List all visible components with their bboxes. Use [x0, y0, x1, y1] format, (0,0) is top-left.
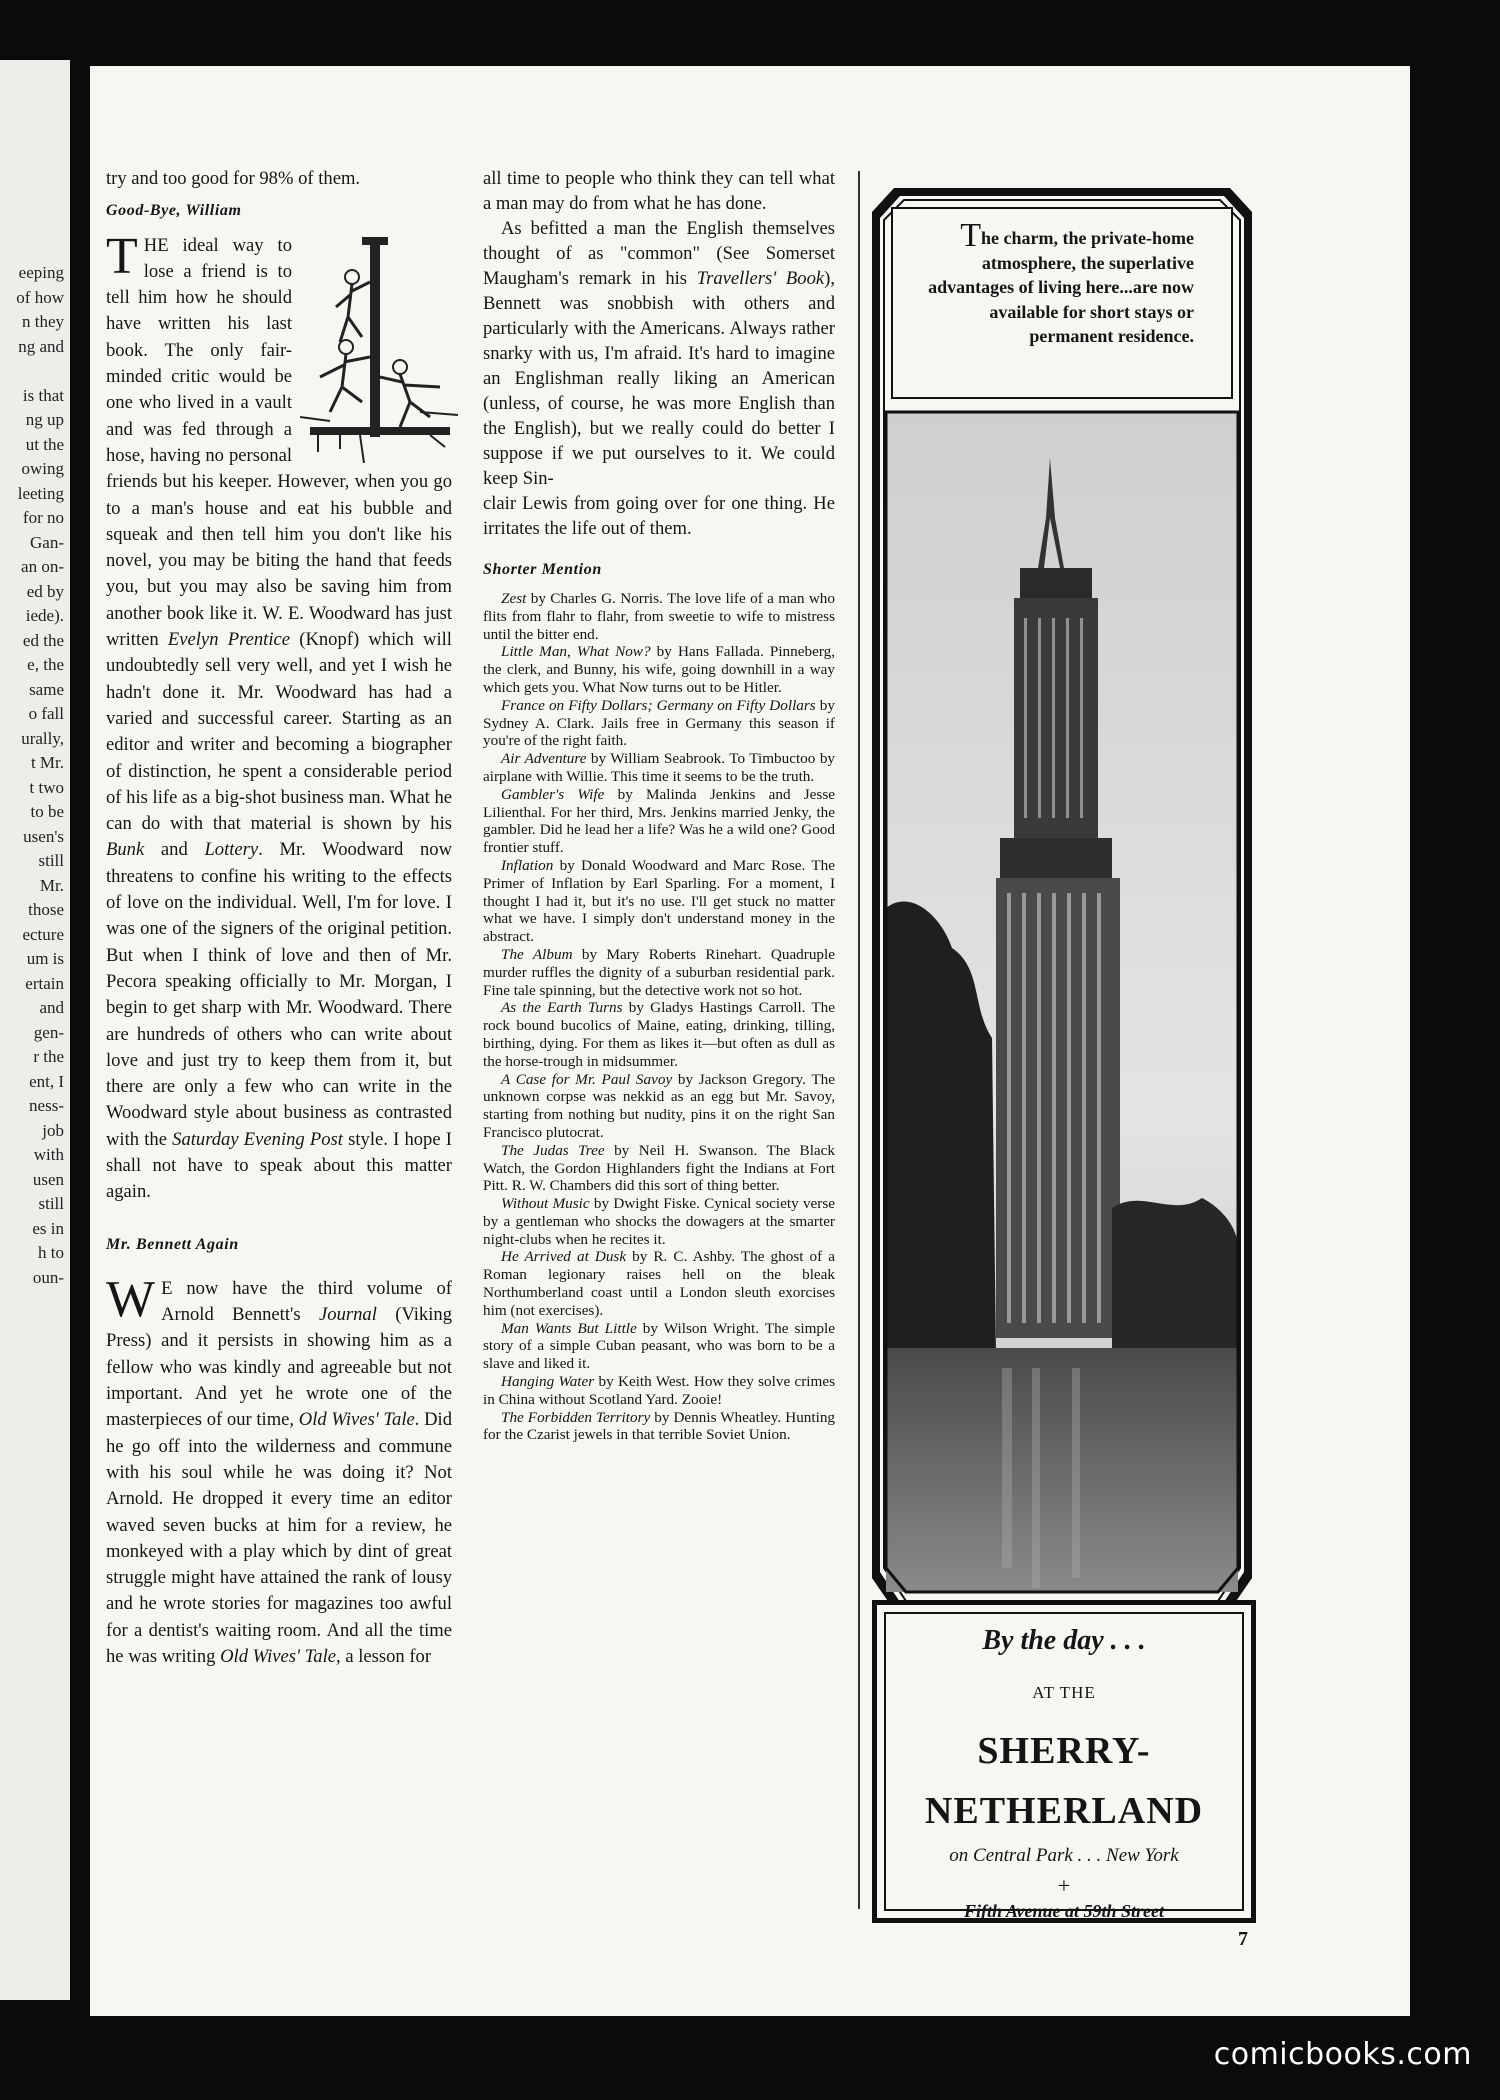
ad-hotel-name-line1: SHERRY- — [977, 1730, 1151, 1772]
article-paragraph — [483, 216, 835, 491]
previous-page-text-fragment: ertain — [25, 973, 64, 993]
mention-item — [483, 1248, 835, 1319]
mention-item — [483, 1071, 835, 1142]
book-title: Journal — [319, 1304, 377, 1326]
section-heading-shorter-mention: Shorter Mention — [483, 561, 602, 578]
previous-page-text-fragment: is that — [22, 385, 64, 405]
mention-item — [483, 1195, 835, 1248]
mention-book-title: Man Wants But Little — [501, 1319, 637, 1337]
previous-page-text-fragment: ent, I — [29, 1071, 64, 1091]
mention-book-title: The Judas Tree — [501, 1141, 605, 1159]
ad-lower-panel — [872, 1600, 1256, 1923]
previous-page-text-fragment: still — [38, 1194, 64, 1213]
shorter-mention-list — [483, 590, 835, 1444]
previous-page-text-fragment: of how — [16, 287, 64, 307]
mention-item — [483, 590, 835, 643]
previous-page-text-fragment: usen's — [23, 826, 64, 846]
ad-address: Fifth Avenue at 59th Street — [963, 1901, 1164, 1921]
previous-page-text-fragment: ed the — [22, 630, 64, 650]
column-left — [106, 166, 452, 1670]
mention-book-title: France on Fifty Dollars; Germany on Fifty Dollars — [501, 696, 816, 714]
previous-page-text-fragment: t two — [29, 777, 64, 797]
mention-book-title: Gambler's Wife — [501, 785, 605, 803]
mention-description: by Neil H. Swanson. The Black Watch, the Gordon Highlanders fight the Indians at Fort Pitt. R. W. Chambers did this sort of thing better. — [483, 1141, 835, 1195]
mention-description: by Sydney A. Clark. Jails free in Germany this season if you're of the right faith. — [483, 696, 835, 750]
previous-page-text-fragment: ng up — [25, 410, 64, 429]
section-heading-mr-bennett-again: Mr. Bennett Again — [106, 1235, 239, 1253]
mention-book-title: Air Adventure — [501, 750, 587, 768]
mention-description: by Wilson Wright. The simple story of a simple Cuban peasant, who was born to be a slave and liked it. — [483, 1319, 835, 1373]
column-divider — [858, 171, 860, 1909]
mention-description: by Gladys Hastings Carroll. The rock bound bucolics of Maine, eating, drinking, tilling, birthing, dying. For them as likes it—but often as dull as the horse-trough in midsummer. — [483, 999, 836, 1070]
column-middle — [483, 166, 835, 1444]
previous-page-text-fragment: ng and — [18, 336, 64, 356]
ad-drop-cap: T — [960, 217, 982, 254]
previous-page-text-fragment: Gan- — [30, 532, 64, 552]
paragraph-text: . Mr. Woodward now threatens to confine his writing to the effects of love on the individual. Well, I'm for love. I was one of the signers of the original petition. But when I think of love and then of Mr. Pecora speaking officially to Mr. Morgan, I begin to get sharp with Mr. Woodward. There are hundreds of others who can write about love and just try to keep them from it, but there are only a few who can write in the Woodward style about business as contrasted with the — [106, 839, 452, 1150]
mention-item — [483, 750, 835, 786]
paragraph-text: E now have the third volume of Arnold Bennett's — [161, 1277, 452, 1326]
paragraph-text: (Knopf) which will undoubtedly sell very well, and yet I wish he hadn't done it. Mr. Woodward has had a varied and successful career. Starting as an editor and writer and becoming a biographer of distinction, he spent a considerable period of his life as a big-shot business man. What he can do with that material is shown by his — [106, 629, 452, 835]
book-title: Travellers' Book — [696, 268, 825, 289]
drop-cap: W — [106, 1270, 156, 1328]
paragraph-text: HE ideal way to lose a friend is to tell him how he should have written his last book. The only fair-minded critic would be one who lived in a vault and was fed through a hose, having no personal friends but his keeper. However, when you go to a man's house and eat his bubble and squeak and then tell him you don't like his novel, you may be biting the hand that feeds you, but you may also be saving him from another book like it. W. E. Woodward has just written — [106, 234, 452, 651]
drop-cap: T — [106, 227, 138, 285]
mention-book-title: The Forbidden Territory — [501, 1408, 651, 1426]
previous-page-text-fragment: for no — [22, 508, 64, 527]
book-title: Lottery — [204, 839, 259, 861]
mention-book-title: Little Man, What Now? — [501, 643, 651, 661]
mention-item — [483, 1373, 835, 1409]
paragraph-text: (Viking Press) and it persists in showing him as a fellow who was kindly and agreeable but not important. And yet he wrote one of the masterpieces of our time, — [106, 1304, 452, 1431]
previous-page-text-fragment: um is — [26, 949, 64, 968]
paragraph-text: style. I hope I shall not have to speak about this matter again. — [106, 1128, 452, 1203]
article-paragraph: all time to people who think they can tell what a man may do from what he has done. — [483, 168, 835, 214]
previous-page-text-fragment: urally, — [21, 728, 64, 748]
page-number: 7 — [1238, 1928, 1248, 1950]
previous-page-text-fragment: an on- — [21, 557, 64, 576]
previous-page-text-fragment: with — [33, 1145, 64, 1164]
previous-page-text-fragment: e, the — [27, 655, 64, 674]
previous-page-text-fragment: es in — [32, 1218, 64, 1238]
mention-book-title: Zest — [501, 590, 527, 607]
previous-page-text-fragment: o fall — [28, 704, 64, 723]
mention-description: by Charles G. Norris. The love life of a man who flits from flahr to flahr, from sweetie to wife to mistress until the bitter end. — [483, 590, 835, 643]
previous-page-text-fragment: oun- — [32, 1267, 64, 1287]
previous-page-text-fragment: r the — [33, 1047, 64, 1066]
section-heading-goodbye-william: Good-Bye, William — [106, 202, 242, 220]
paragraph-text: . Did he go off into the wilderness and commune with his soul while he was doing it? Not Arnold. He dropped it every time an editor waved seven bucks at him for a review, he monkeyed with a play which by dint of great struggle might have attained the rank of lousy and he wrote stories for magazines too awful for a dentist's waiting room. And all the time he was writing — [106, 1409, 452, 1668]
mention-item — [483, 1409, 835, 1445]
previous-page-text-fragment: leeting — [17, 483, 64, 503]
hotel-tower-photo — [872, 188, 1252, 1613]
previous-page-text-fragment: h to — [38, 1243, 64, 1262]
previous-page-text-fragment: t Mr. — [30, 753, 64, 772]
previous-page-text-fragment: gen- — [33, 1022, 64, 1042]
ad-body-text: he charm, the private-home atmosphere, the superlative advantages of living here...are now available for short stays or permanent residence. — [928, 228, 1194, 346]
previous-page-text-fragment: eeping — [18, 263, 64, 282]
previous-page-text-fragment: usen — [32, 1169, 64, 1189]
book-title: Old Wives' Tale — [298, 1409, 415, 1431]
previous-page-text-fragment: ut the — [25, 434, 64, 454]
magazine-title: Saturday Evening Post — [172, 1128, 343, 1150]
previous-page-text-fragment: and — [39, 998, 64, 1017]
ad-location: on Central Park . . . New York — [949, 1845, 1179, 1866]
mention-description: by Malinda Jenkins and Jesse Lilienthal. For her third, Mrs. Jenkins married Jenky, the gambler. Did he lead her a life? Was he a wild one? Good frontier stuff. — [483, 785, 835, 857]
previous-page-edge — [0, 60, 70, 2000]
previous-page-text-fragment: ecture — [22, 924, 64, 944]
previous-page-text-fragment: n they — [21, 312, 64, 331]
mention-item — [483, 786, 835, 857]
intro-text: try and too good for 98% of them. — [106, 168, 361, 189]
mention-description: by R. C. Ashby. The ghost of a Roman legionary raises hell on the bleak Northumberland coast until a London sleuth exorcises him (not exercises). — [483, 1248, 836, 1319]
previous-page-text-fragment: ness- — [29, 1096, 64, 1115]
watermark: comicbooks.com — [1213, 2037, 1472, 2072]
mention-description: by Keith West. How they solve crimes in China without Scotland Yard. Zooie! — [483, 1373, 835, 1408]
paragraph-text: ), Bennett was snobbish with others and particularly with the Americans. Always rather snarky with us, I'm afraid. It's hard to imagine an Englishman really liking an American (unless, of course, he was more English than the English), but we really could do better I suppose if we put ourselves to it. We could keep Sin- — [483, 268, 835, 489]
mention-book-title: Without Music — [501, 1195, 590, 1213]
mention-item — [483, 857, 835, 946]
mention-description: by Jackson Gregory. The unknown corpse was nekkid as an egg but Mr. Savoy, starting from nothing but nudity, pins it on the right San Francisco plutocrat. — [483, 1070, 835, 1141]
mention-description: by Mary Roberts Rinehart. Quadruple murder ruffles the dignity of a suburban residential park. Fine tale spinning, but the detective work not so hot. — [483, 945, 835, 999]
ad-description — [902, 217, 1194, 349]
ad-tagline: By the day . . . — [982, 1625, 1146, 1656]
previous-page-text-fragment: those — [28, 900, 64, 919]
ad-hotel-name-line2: NETHERLAND — [924, 1790, 1204, 1832]
previous-page-text-fragment: job — [42, 1120, 64, 1140]
mention-item — [483, 1320, 835, 1373]
mention-item — [483, 1142, 835, 1195]
woodcut-illustration — [300, 237, 458, 463]
previous-page-text-fragment: same — [29, 679, 64, 699]
book-title: Old Wives' Tale — [220, 1646, 337, 1668]
article-paragraph — [106, 227, 452, 1206]
previous-page-text-fragment: Mr. — [39, 875, 64, 895]
mention-item — [483, 946, 835, 999]
mention-book-title: A Case for Mr. Paul Savoy — [501, 1070, 673, 1088]
paragraph-text: As befitted a man the English themselves thought of as "common" (See Somerset Maugham's remark in his — [483, 218, 835, 289]
magazine-page — [90, 66, 1410, 2016]
mention-item — [483, 697, 835, 750]
mention-description: by Hans Fallada. Pinneberg, the clerk, and Bunny, his wife, going downhill in a way which gets you. What Now turns out to be Hitler. — [483, 643, 835, 696]
mention-description: by Donald Woodward and Marc Rose. The Primer of Inflation by Earl Sparling. For a moment, I thought I had it, but it's no use. I'll get stuck no matter what we have. I simply don't understand money in the abstract. — [483, 856, 835, 946]
mention-book-title: As the Earth Turns — [501, 999, 623, 1017]
mention-item — [483, 999, 835, 1070]
paragraph-text: , a lesson for — [336, 1646, 432, 1668]
ad-at-the: AT THE — [1032, 1683, 1096, 1702]
previous-page-text-fragment: to be — [30, 802, 64, 821]
ad-separator: + — [1057, 1873, 1071, 1898]
previous-page-text-fragment: owing — [21, 459, 64, 478]
article-paragraph — [106, 1270, 452, 1670]
sherry-netherland-advertisement — [872, 188, 1252, 1921]
mention-book-title: The Album — [501, 945, 573, 963]
book-title: Evelyn Prentice — [167, 629, 291, 651]
mention-description: by Dennis Wheatley. Hunting for the Czarist jewels in that terrible Soviet Union. — [483, 1408, 836, 1444]
previous-page-text-fragment: still — [38, 851, 64, 870]
mention-description: by William Seabrook. To Timbuctoo by airplane with Willie. This time it seems to be the truth. — [483, 750, 836, 785]
mention-book-title: He Arrived at Dusk — [501, 1248, 627, 1266]
previous-page-text-fragment: iede). — [25, 606, 64, 625]
paragraph-text: and — [144, 839, 205, 861]
previous-page-text-fragment: ed by — [26, 581, 64, 601]
book-title: Bunk — [106, 839, 145, 861]
mention-book-title: Inflation — [501, 856, 554, 874]
mention-item — [483, 643, 835, 696]
mention-description: by Dwight Fiske. Cynical society verse by a gentleman who shocks the dowagers at the smarter night-clubs when he recites it. — [483, 1195, 835, 1248]
mention-book-title: Hanging Water — [501, 1373, 595, 1391]
article-paragraph: clair Lewis from going over for one thing. He irritates the life out of them. — [483, 493, 835, 539]
